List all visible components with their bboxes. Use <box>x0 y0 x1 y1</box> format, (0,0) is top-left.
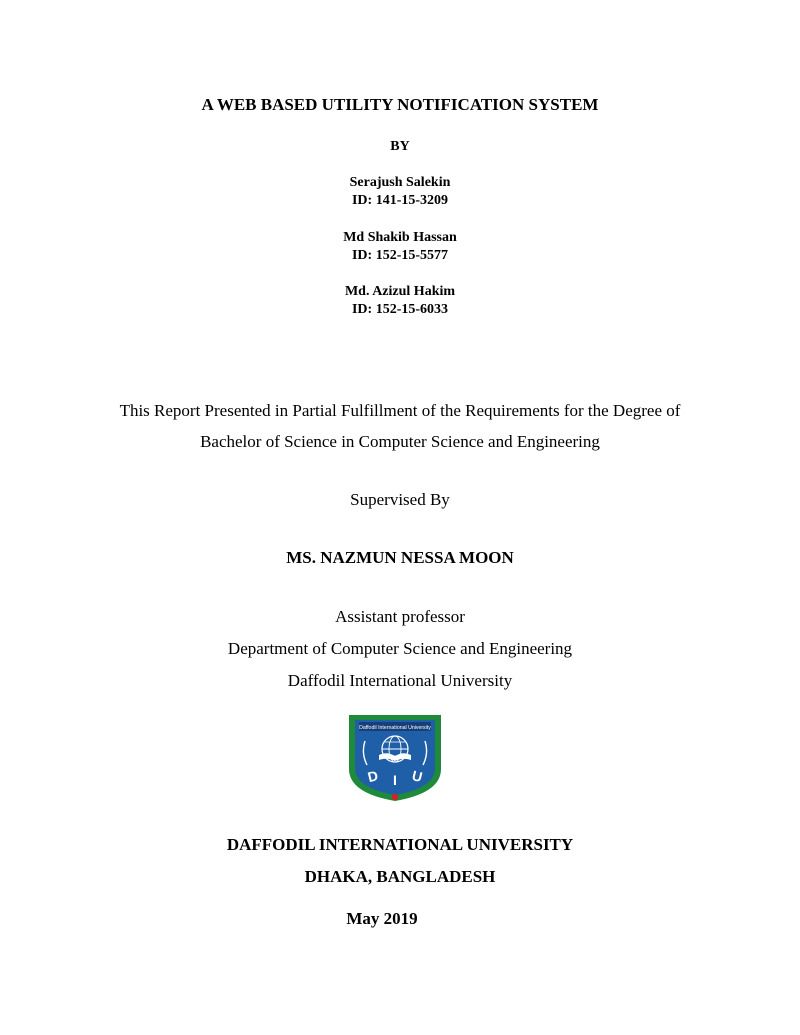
university-location: DHAKA, BANGLADESH <box>304 867 496 886</box>
logo-letter-u: U <box>410 767 425 786</box>
author-id: ID: 141-15-3209 <box>351 193 449 208</box>
by-label: BY <box>390 139 410 154</box>
report-date: May 2019 <box>346 909 418 928</box>
author-id: ID: 152-15-5577 <box>351 248 449 263</box>
author-name: Serajush Salekin <box>349 175 451 190</box>
supervisor-institution: Daffodil International University <box>287 671 513 690</box>
supervised-by-label: Supervised By <box>350 490 450 509</box>
supervisor-name: MS. NAZMUN NESSA MOON <box>286 548 514 567</box>
degree-statement-line2: Bachelor of Science in Computer Science and Engineering <box>200 432 600 451</box>
university-name: DAFFODIL INTERNATIONAL UNIVERSITY <box>226 835 574 854</box>
logo-letter-d: D <box>365 767 380 786</box>
degree-statement-line1: This Report Presented in Partial Fulfillment of the Requirements for the Degree of <box>119 401 681 420</box>
author-name: Md Shakib Hassan <box>343 230 457 245</box>
university-logo <box>343 711 447 803</box>
supervisor-department: Department of Computer Science and Engineering <box>227 639 573 658</box>
logo-banner-text: Daffodil International University <box>359 725 431 731</box>
report-title: A WEB BASED UTILITY NOTIFICATION SYSTEM <box>201 95 599 114</box>
supervisor-designation: Assistant professor <box>335 607 465 626</box>
author-id: ID: 152-15-6033 <box>351 302 449 317</box>
author-name: Md. Azizul Hakim <box>344 284 456 299</box>
logo-letter-i: I <box>393 772 397 788</box>
